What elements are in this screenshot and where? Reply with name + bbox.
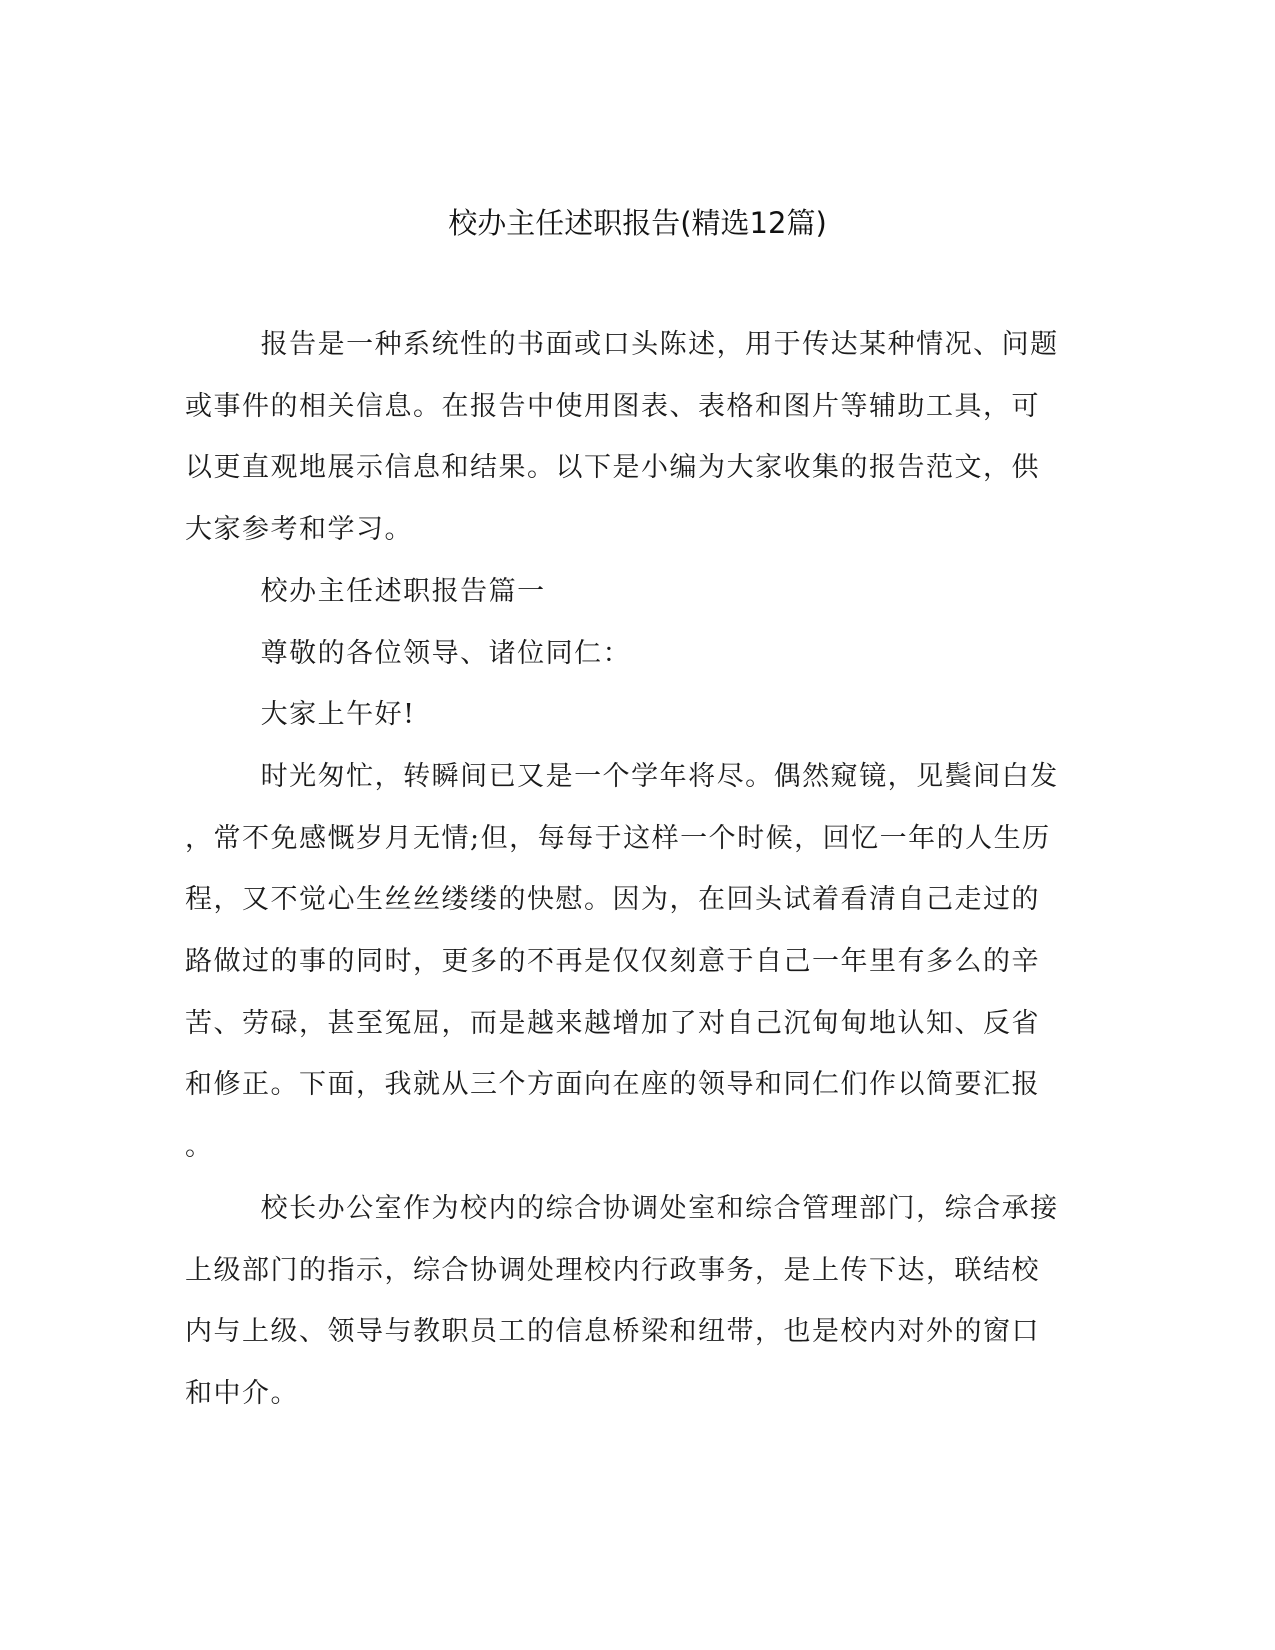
document-title: 校办主任述职报告(精选12篇) (448, 206, 827, 240)
intro-paragraph: 报告是一种系统性的书面或口头陈述，用于传达某种情况、问题 或事件的相关信息。在报告中使用图表、表格和图片等辅助工具，可 以更直观地展示信息和结果。以下是小编为大家收集的报告范文，供 大家参考和学习。 (185, 329, 1059, 546)
document-body (185, 314, 1060, 1425)
section-heading: 校办主任述职报告篇一 (260, 575, 546, 607)
salutation: 尊敬的各位领导、诸位同仁： (260, 637, 632, 669)
greeting: 大家上午好! (260, 699, 416, 731)
body-paragraph: 校长办公室作为校内的综合协调处室和综合管理部门，综合承接 上级部门的指示，综合协调处理校内行政事务，是上传下达，联结校 内与上级、领导与教职员工的信息桥梁和纽带，也是校内对外的窗口 和中介。 (185, 1192, 1059, 1409)
body-paragraph: 时光匆忙，转瞬间已又是一个学年将尽。偶然窥镜，见鬓间白发 ，常不免感慨岁月无情;但，每每于这样一个时候，回忆一年的人生历 程，又不觉心生丝丝缕缕的快慰。因为，在回头试着看清自己走过的 路做过的事的同时，更多的不再是仅仅刻意于自己一年里有多么的辛 苦、劳碌，甚至冤屈，而是越来越增加了对自己沉甸甸地认知、反省 和修正。下面，我就从三个方面向在座的领导和同仁们作以简要汇报 。 (185, 760, 1059, 1163)
